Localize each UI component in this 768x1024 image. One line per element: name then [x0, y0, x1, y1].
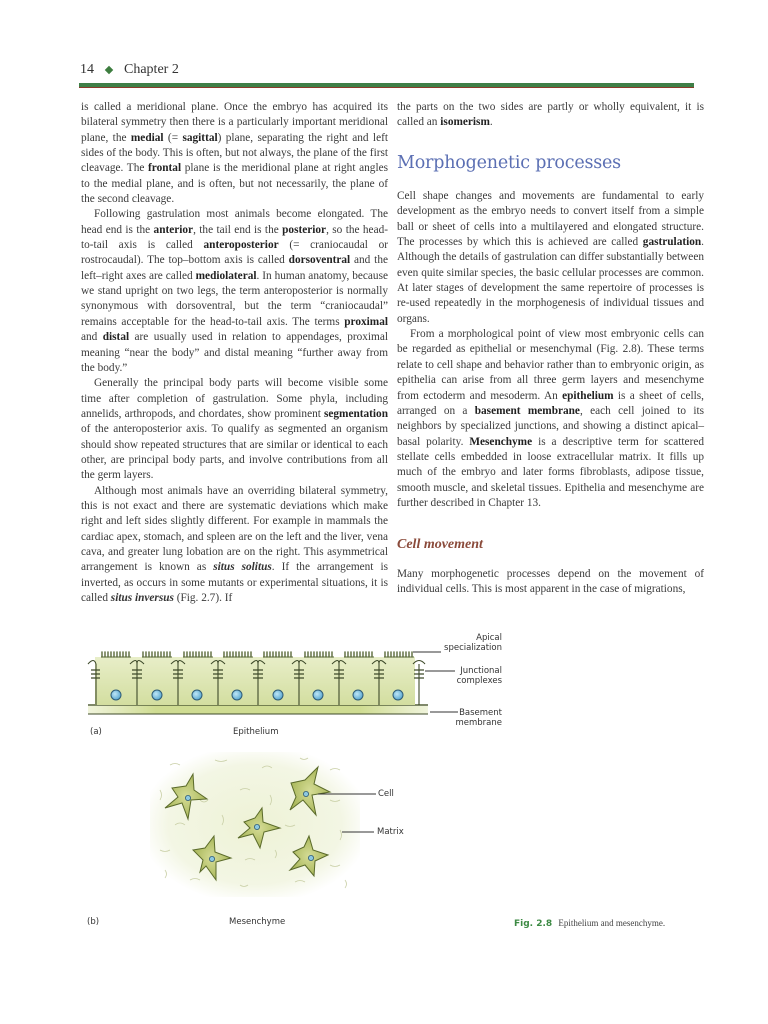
panel-b-letter: (b)	[87, 917, 100, 927]
right-column	[397, 100, 704, 597]
paragraph: is called a meridional plane. Once the embryo has acquired its bilateral symmetry then there is a particularly important meridional plane, the medial (= sagittal) plane, separating the right and left sides of the body. This is often, but not always, the plane of the first cleavage. The frontal plane is the meridional plane at right angles to the medial plane, and is often, but not necessarily, the plane of the second cleavage.	[81, 101, 388, 206]
panel-b-title: Mesenchyme	[229, 917, 286, 927]
epithelium-mesenchyme-illustration	[0, 620, 768, 950]
diamond-icon	[105, 66, 113, 74]
paragraph: Following gastrulation most animals become elongated. The head end is the anterior, the tail end is the posterior, so the head-to-tail axis is called anteroposterior (= craniocaudal or rostrocaudal). The top–bottom axis is called dorsoventral and the left–right axes are called mediolateral. In human anatomy, because we stand upright on two legs, the term anteroposterior is normally synonymous with dorsoventral, but the term “craniocaudal” remains acceptable for the head-to-tail axis. The terms proximal and distal are usually used in relation to appendages, proximal meaning “near the body” and distal meaning “further away from the body.”	[81, 208, 388, 374]
paragraph: Many morphogenetic processes depend on the movement of individual cells. This is most apparent in the case of migrations,	[397, 567, 704, 595]
paragraph: the parts on the two sides are partly or wholly equivalent, it is called an isomerism.	[397, 101, 704, 129]
label-apical-specialization: Apical specialization	[444, 633, 502, 653]
figure-2-8	[0, 620, 768, 950]
figure-number: Fig. 2.8	[514, 919, 553, 929]
chapter-title: Chapter 2	[124, 62, 179, 77]
figure-caption	[514, 918, 665, 929]
left-column	[81, 100, 388, 606]
paragraph: Although most animals have an overriding bilateral symmetry, this is not exact and there are systematic deviations which make right and left sides slightly different. For example in mammals the cardiac apex, stomach, and spleen are on the left and the liver, vena cava, and greater lung lobation are on the right. This asymmetrical arrangement is known as situs solitus. If the arrangement is inverted, as occurs in some mutants or experimental situations, it is called situs inversus (Fig. 2.7). If	[81, 484, 388, 604]
paragraph: From a morphological point of view most embryonic cells can be regarded as epithelial or mesenchymal (Fig. 2.8). These terms relate to cell shape and behavior rather than to embryonic origin, as epithelia can arise from all three germ layers and mesenchyme from ectoderm and mesoderm. An epithelium is a sheet of cells, arranged on a basement membrane, each cell joined to its neighbors by specialized junctions, and showing a distinct apical–basal polarity. Mesenchyme is a descriptive term for scattered stellate cells embedded in loose extracellular matrix. It fills up much of the embryo and later forms fibroblasts, adipose tissue, smooth muscle, and skeletal tissues. Epithelia and mesenchyme are further described in Chapter 13.	[397, 328, 705, 509]
panel-a-title: Epithelium	[233, 727, 279, 737]
panel-a-letter: (a)	[90, 727, 102, 737]
header-rule	[79, 83, 694, 88]
epithelium-diagram	[88, 652, 458, 714]
running-header	[80, 62, 179, 78]
paragraph: Generally the principal body parts will become visible some time after completion of gastrulation. Some phyla, including annelids, arthropods, and chordates, show prominent segmentation of the anteroposterior axis. To qualify as segmented an organism should show repeated structures that are similar or identical to each other, are principal body parts, and involve contributions from all the germ layers.	[81, 377, 388, 482]
subsection-heading: Cell movement	[397, 537, 483, 553]
label-junctional-complexes: Junctional complexes	[456, 666, 502, 686]
section-heading: Morphogenetic processes	[397, 152, 621, 173]
label-cell: Cell	[378, 789, 394, 799]
mesenchyme-diagram	[150, 752, 376, 897]
label-basement-membrane: Basement membrane	[455, 708, 502, 728]
label-matrix: Matrix	[377, 827, 404, 837]
paragraph: Cell shape changes and movements are fundamental to early development as the embryo needs to convert itself from a simple ball or sheet of cells into a multilayered and elongated structure. The processes by which this is achieved are called gastrulation. Although the details of gastrulation can differ substantially between even quite similar species, the basic cellular processes are common. At later stages of development the same repertoire of processes is re-used repeatedly in the morphogenesis of individual tissues and organs.	[397, 190, 704, 325]
caption-text: Epithelium and mesenchyme.	[558, 918, 666, 928]
page-number: 14	[80, 62, 94, 77]
